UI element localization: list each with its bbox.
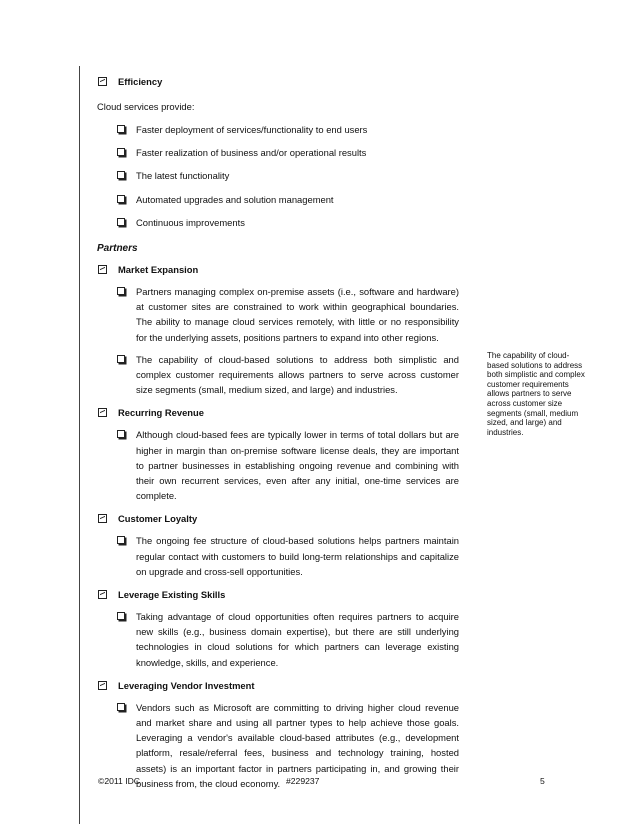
list-item-text: The capability of cloud-based solutions to address both simplistic and complex customer requirements allows partners to serve across customer size segments (small, medium sized, and large) and industries. [136,353,459,396]
heading-recurring-revenue [97,407,459,419]
heading-customer-loyalty [97,513,459,525]
checkbox-bullet-icon [117,218,125,226]
footer-doc-number: #229237 [286,776,320,786]
list-item-text: Continuous improvements [136,216,245,228]
heading-customer-loyalty-text: Customer Loyalty [118,513,198,525]
list-item [97,192,459,207]
list-item-text: Taking advantage of cloud opportunities often requires partners to acquire new skills (e.g., business domain expertise), but there are still underlying technologies in cloud solutions for which partners can leverage existing knowledge, skills, and experience. [136,611,459,668]
heading-market-expansion [97,264,459,276]
heading-efficiency [97,76,459,88]
heading-efficiency-text: Efficiency [118,76,163,87]
checkbox-bullet-icon [117,536,125,544]
list-item-text: Faster realization of business and/or operational results [136,147,367,159]
list-item-text: Although cloud-based fees are typically lower in terms of total dollars but are higher in margin than on-premise software license deals, they are important to partner businesses in establishing ongoing revenue and combining with their own recurrent services, even after any initial, one-time services are complete. [136,429,459,502]
margin-note: The capability of cloud-based solutions to address both simplistic and complex customer requirements allows partners to serve across customer size segments (small, medium sized, and large) and industries. [487,351,585,437]
list-item-text: Automated upgrades and solution management [136,193,334,205]
heading-recurring-revenue-text: Recurring Revenue [118,407,204,419]
heading-box-icon [98,590,107,599]
list-item [97,122,459,137]
checkbox-bullet-icon [117,430,125,438]
heading-box-icon [98,514,107,523]
list-item-text: Faster deployment of services/functionality to end users [136,124,368,135]
list-item [97,427,459,503]
list-item [97,168,459,183]
checkbox-bullet-icon [117,355,125,363]
efficiency-intro: Cloud services provide: [97,101,195,112]
list-item [97,284,459,345]
heading-box-icon [98,408,107,417]
list-item [97,533,459,579]
list-item-text: Partners managing complex on-premise assets (i.e., software and hardware) at customer sites are constrained to work within geographical boundaries. The ability to manage cloud services remotely, with little or no responsibility for the underlying assets, positions partners to expand into other regions. [136,286,459,343]
list-item-text: The ongoing fee structure of cloud-based solutions helps partners maintain regular contact with customers to build long-term relationships and capitalize on upgrade and cross-sell opportunities. [136,535,459,577]
list-item-text: Vendors such as Microsoft are committing to driving higher cloud revenue and market share and using all partner types to help achieve those goals. Leveraging a vendor's available cloud-based attributes (e.g., development platform, resale/referral fees, business and technology training, hosted assets) is an important factor in partners participating in, and growing their business from, the cloud economy. [136,701,459,789]
checkbox-bullet-icon [117,148,125,156]
list-item [97,700,459,791]
checkbox-bullet-icon [117,612,125,620]
heading-leverage-skills-text: Leverage Existing Skills [118,589,226,601]
heading-vendor-investment-text: Leveraging Vendor Investment [118,679,255,691]
heading-vendor-investment [97,680,459,692]
heading-market-expansion-text: Market Expansion [118,264,199,276]
checkbox-bullet-icon [117,287,125,295]
heading-leverage-skills [97,589,459,601]
checkbox-bullet-icon [117,171,125,179]
section-title-partners: Partners [97,243,138,255]
sidebar-rule [79,66,80,824]
heading-box-icon [98,681,107,690]
heading-box-icon [98,77,107,86]
list-item [97,215,459,230]
list-item-text: The latest functionality [136,170,230,182]
footer-copyright: ©2011 IDC [98,776,140,786]
footer-page-number: 5 [540,776,545,786]
list-item [97,352,459,398]
heading-box-icon [98,265,107,274]
checkbox-bullet-icon [117,703,125,711]
list-item [97,609,459,670]
checkbox-bullet-icon [117,195,125,203]
list-item [97,145,459,160]
main-content [97,72,459,791]
checkbox-bullet-icon [117,125,125,133]
